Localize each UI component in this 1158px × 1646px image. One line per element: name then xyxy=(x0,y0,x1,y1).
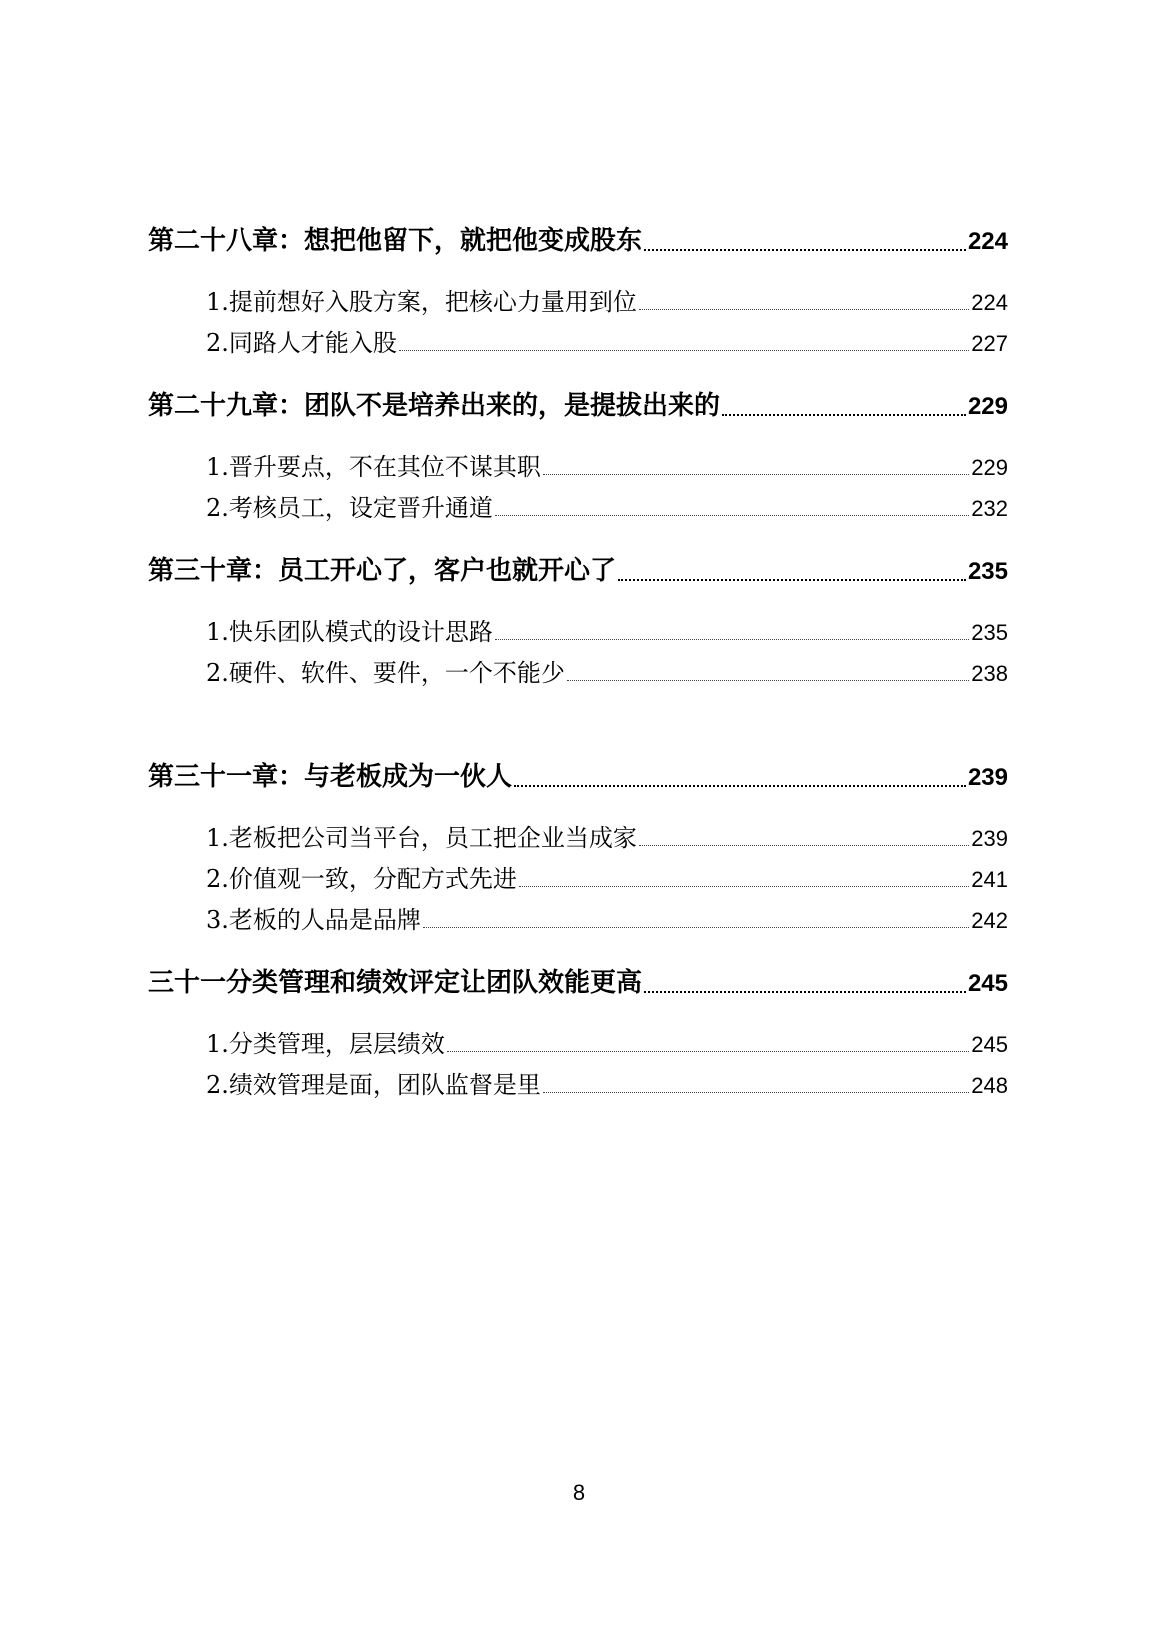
toc-section[interactable] xyxy=(206,488,1008,524)
dot-leader xyxy=(644,962,966,1002)
section-page-number: 241 xyxy=(971,867,1008,892)
dot-leader xyxy=(519,859,969,895)
chapter-page-number: 235 xyxy=(967,558,1008,585)
page-footer-number: 8 xyxy=(572,1480,586,1505)
dot-leader xyxy=(639,282,969,318)
section-title: 1.分类管理，层层绩效 xyxy=(206,1030,445,1058)
section-page-number: 227 xyxy=(971,331,1008,356)
section-page-number: 239 xyxy=(971,826,1008,851)
section-title: 2.价值观一致，分配方式先进 xyxy=(206,865,517,893)
section-title: 1.晋升要点，不在其位不谋其职 xyxy=(206,453,541,481)
chapter-title: 第二十九章：团队不是培养出来的，是提拔出来的 xyxy=(148,391,721,421)
dot-leader xyxy=(447,1024,969,1060)
section-title: 2.绩效管理是面，团队监督是里 xyxy=(206,1071,541,1099)
section-page-number: 238 xyxy=(971,661,1008,686)
chapter-page-number: 245 xyxy=(967,970,1008,997)
section-title: 2.硬件、软件、要件，一个不能少 xyxy=(206,659,565,687)
section-title: 3.老板的人品是品牌 xyxy=(206,906,421,934)
chapter-title: 第三十章：员工开心了，客户也就开心了 xyxy=(148,556,617,586)
dot-leader xyxy=(639,818,969,854)
toc-section[interactable] xyxy=(206,653,1008,689)
toc-section[interactable] xyxy=(206,900,1008,936)
chapter-page-number: 239 xyxy=(967,764,1008,791)
dot-leader xyxy=(644,220,966,260)
dot-leader xyxy=(567,653,969,689)
dot-leader xyxy=(423,900,969,936)
section-title: 2.考核员工，设定晋升通道 xyxy=(206,494,493,522)
toc-chapter-28[interactable] xyxy=(148,220,1008,260)
section-page-number: 248 xyxy=(971,1073,1008,1098)
section-page-number: 235 xyxy=(971,620,1008,645)
toc-section[interactable] xyxy=(206,859,1008,895)
section-title: 1.快乐团队模式的设计思路 xyxy=(206,618,493,646)
dot-leader xyxy=(543,1065,969,1101)
section-title: 1.老板把公司当平台，员工把企业当成家 xyxy=(206,824,637,852)
dot-leader xyxy=(495,612,969,648)
toc-section[interactable] xyxy=(206,447,1008,483)
section-page-number: 232 xyxy=(971,496,1008,521)
section-page-number: 224 xyxy=(971,290,1008,315)
section-page-number: 229 xyxy=(971,455,1008,480)
dot-leader xyxy=(514,756,966,796)
toc-chapter-classification[interactable] xyxy=(148,962,1008,1002)
section-page-number: 242 xyxy=(971,908,1008,933)
section-title: 2.同路人才能入股 xyxy=(206,329,397,357)
toc-section[interactable] xyxy=(206,323,1008,359)
chapter-title: 第二十八章：想把他留下，就把他变成股东 xyxy=(148,226,643,256)
chapter-page-number: 229 xyxy=(967,393,1008,420)
chapter-page-number: 224 xyxy=(967,228,1008,255)
toc-chapter-29[interactable] xyxy=(148,385,1008,425)
section-page-number: 245 xyxy=(971,1032,1008,1057)
toc-chapter-30[interactable] xyxy=(148,550,1008,590)
dot-leader xyxy=(618,550,966,590)
dot-leader xyxy=(722,385,966,425)
toc-section[interactable] xyxy=(206,818,1008,854)
toc-section[interactable] xyxy=(206,1024,1008,1060)
chapter-title: 三十一分类管理和绩效评定让团队效能更高 xyxy=(148,968,643,998)
toc-section[interactable] xyxy=(206,282,1008,318)
dot-leader xyxy=(543,447,969,483)
dot-leader xyxy=(399,323,969,359)
toc-chapter-31[interactable] xyxy=(148,756,1008,796)
toc-section[interactable] xyxy=(206,612,1008,648)
section-title: 1.提前想好入股方案，把核心力量用到位 xyxy=(206,288,637,316)
chapter-title: 第三十一章：与老板成为一伙人 xyxy=(148,762,513,792)
toc-section[interactable] xyxy=(206,1065,1008,1101)
dot-leader xyxy=(495,488,969,524)
